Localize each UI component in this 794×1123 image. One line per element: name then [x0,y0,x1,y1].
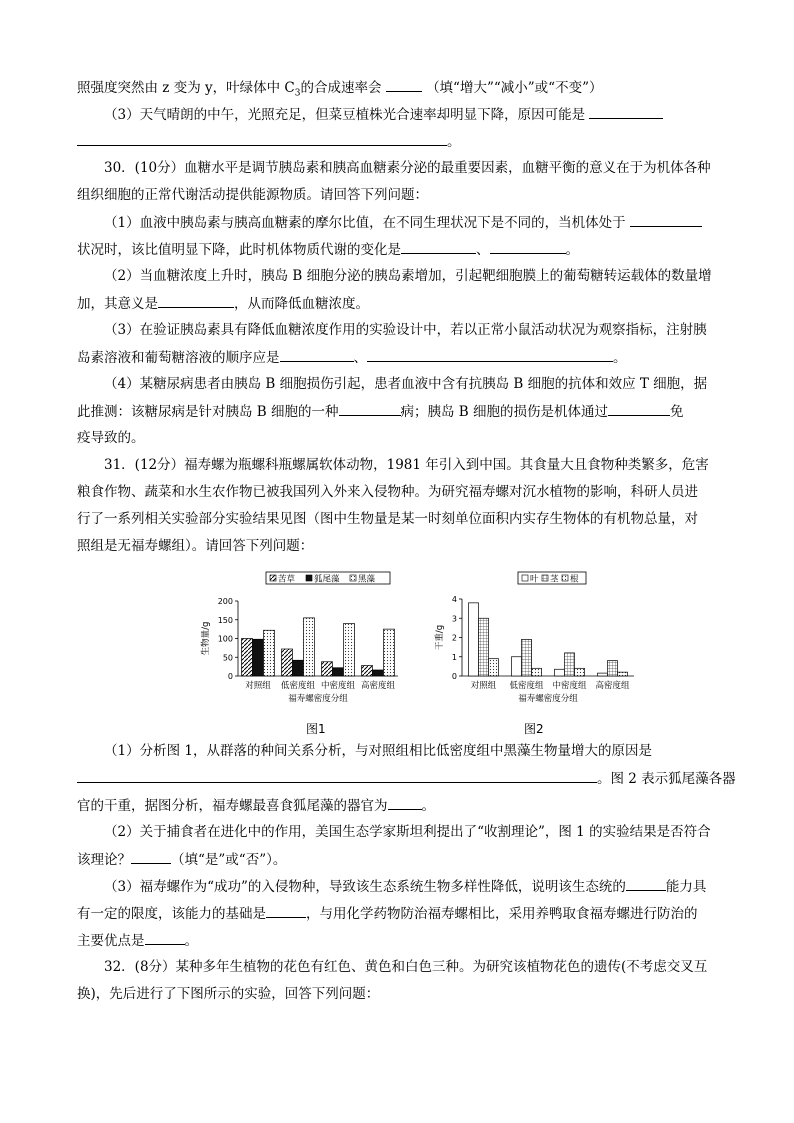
y-tick-label: 100 [217,634,233,644]
legend [266,572,390,585]
text: 照强度突然由 z 变为 y，叶绿体中 C [77,80,295,96]
answer-blank[interactable] [77,131,447,146]
y-tick-label: 3 [451,614,457,624]
q30-4-b: 此推测：该糖尿病是针对胰岛 B 细胞的一种 病；胰岛 B 细胞的损伤是机体通过 免 [77,401,684,422]
answer-blank[interactable] [77,768,597,783]
text: 的合成速率会 [300,80,382,96]
legend-swatch [306,575,312,581]
bar [565,653,575,676]
figure-1 [200,566,400,716]
legend-swatch [270,575,276,581]
y-tick-label: 150 [217,615,233,625]
bar [598,673,608,676]
legend-label: 叶 [530,574,539,585]
legend-swatch [350,575,356,581]
bar [512,657,522,676]
answer-blank[interactable] [630,212,702,227]
q30-stem-2: 组织细胞的正常代谢活动提供能源物质。请回答下列问题： [77,187,428,203]
answer-blank[interactable] [589,104,663,119]
bar [555,669,565,676]
q32-stem-2: 换)，先后进行了下图所示的实验，回答下列问题： [77,986,380,1002]
q30-1-b: 状况时，该比值明显下降，此时机体物质代谢的变化是 、 。 [77,239,579,260]
x-tick-label: 对照组 [245,681,271,691]
bar [282,649,293,676]
line-3 [77,131,461,152]
q30-3: （3）在验证胰岛素具有降低血糖浓度作用的实验设计中，若以正常小鼠活动状况为观察指标，注射胰 [104,322,707,338]
y-tick-label: 1 [451,652,457,662]
figure-2-chart [432,566,642,716]
figure-1-chart [200,566,400,716]
answer-blank[interactable] [339,401,401,416]
q30-4: （4）某糖尿病患者由胰岛 B 细胞损伤引起，患者血液中含有抗胰岛 B 细胞的抗体和效应 T 细胞，据 [104,376,708,392]
q32-stem: 32．(8分）某种多年生植物的花色有红色、黄色和白色三种。为研究该植物花色的遗传(不考虑交叉互 [104,959,708,975]
y-tick-label: 200 [217,597,233,606]
bar [618,672,628,676]
legend-label: 狐尾藻 [314,574,340,585]
y-axis-label: 干重/g [435,624,445,651]
bar [479,618,489,676]
legend-label: 黑藻 [358,574,376,585]
answer-blank[interactable] [386,77,422,92]
bar [242,639,253,677]
figure-2-caption: 图2 [524,722,544,736]
x-tick-label: 对照组 [470,681,497,691]
answer-blank[interactable] [401,239,476,254]
text: （3）天气晴朗的中午，光照充足，但菜豆植株光合速率却明显下降，原因可能是 [104,107,586,123]
q31-stem-2: 粮食作物、蔬菜和水生农作物已被我国列入外来入侵物种。为研究福寿螺对沉水植物的影响，科研人员进 [77,484,698,500]
bar [293,660,304,676]
x-tick-label: 低密度组 [280,681,316,691]
bar [532,668,542,676]
q31-stem-3: 行了一系列相关实验部分实验结果见图（图中生物量是某一时刻单位面积内实存生物体的有机物总量，对 [77,511,698,527]
q30-stem: 30．(10分）血糖水平是调节胰岛素和胰高血糖素分泌的最重要因素，血糖平衡的意义在于为机体各种 [104,160,711,176]
answer-blank[interactable] [608,401,670,416]
answer-blank[interactable] [266,903,306,918]
x-tick-label: 低密度组 [509,681,544,691]
bar [373,670,384,676]
x-axis-label: 福寿螺密度分组 [518,694,578,704]
bar [322,662,333,676]
q30-2: （2）当血糖浓度上升时，胰岛 B 细胞分泌的胰岛素增加，引起靶细胞膜上的葡萄糖转运载体的数量增 [104,268,712,284]
bar [575,668,585,676]
answer-blank[interactable] [280,347,354,362]
q31-1: （1）分析图 1，从群落的种间关系分析，与对照组相比低密度组中黑藻生物量增大的原因是 [104,743,652,759]
legend-swatch [542,575,548,581]
line-1 [77,77,602,104]
y-axis-label: 生物量/g [201,621,211,656]
bar [344,624,355,677]
legend-swatch [562,575,568,581]
bar [469,603,479,676]
x-tick-label: 高密度组 [360,681,396,691]
bar [253,639,264,676]
answer-blank[interactable] [158,293,234,308]
q31-1-c: 官的干重，据图分析，福寿螺最喜食狐尾藻的器官为 。 [77,795,435,816]
text: （填“增大”“减小”或“不变”） [426,80,603,96]
q31-stem: 31．(12分）福寿螺为瓶螺科瓶螺属软体动物，1981 年引入到中国。其食量大且食物种类繁多，危害 [104,457,709,473]
bar [333,668,344,676]
y-tick-label: 4 [451,595,457,604]
legend-label: 茎 [550,574,559,585]
figure-1-caption: 图1 [306,722,326,736]
legend-label: 根 [570,574,579,585]
bar [489,659,499,676]
q30-2-b: 加，其意义是 ，从而降低血糖浓度。 [77,293,369,314]
q31-3: （3）福寿螺作为“成功”的入侵物种，导致该生态系统生物多样性降低，说明该生态统的 能力具 [104,876,706,897]
legend [518,572,586,585]
answer-blank[interactable] [367,347,613,362]
q30-3-b: 岛素溶液和葡萄糖溶液的顺序应是 、 。 [77,347,627,368]
bar [384,629,395,676]
q31-1-b: 。图 2 表示狐尾藻各器 [77,768,736,789]
bar [362,666,373,677]
line-2 [104,104,663,125]
bar [608,661,618,676]
q31-2: （2）关于捕食者在进化中的作用，美国生态学家斯坦利提出了“收割理论”，图 1 的实验结果是否符合 [104,824,711,840]
x-tick-label: 高密度组 [595,681,630,691]
answer-blank[interactable] [490,239,566,254]
q31-stem-4: 照组是无福寿螺组）。请回答下列问题： [77,538,314,554]
y-tick-label: 50 [222,653,233,663]
y-tick-label: 0 [451,672,457,681]
q30-1: （1）血液中胰岛素与胰高血糖素的摩尔比值，在不同生理状况下是不同的，当机体处于 [104,212,702,233]
y-tick-label: 0 [227,672,233,681]
subscript: 3 [294,88,301,99]
figure-2 [432,566,642,716]
text: 。 [447,134,461,150]
y-tick-label: 2 [451,633,457,643]
bar [304,618,315,676]
x-tick-label: 中密度组 [552,681,587,691]
q31-2-b: 该理论？ （填“是”或“否”）。 [77,849,286,870]
legend-label: 苦草 [278,574,296,585]
bar [264,630,275,676]
q31-3-b: 有一定的限度，该能力的基础是 ，与用化学药物防治福寿螺相比，采用养鸭取食福寿螺进行防治的 [77,903,698,924]
answer-blank[interactable] [626,876,666,891]
x-tick-label: 中密度组 [320,681,356,691]
answer-blank[interactable] [131,849,171,864]
bar [522,639,532,676]
q31-3-c: 主要优点是 。 [77,930,198,951]
answer-blank[interactable] [388,795,422,810]
legend-swatch [522,575,528,581]
answer-blank[interactable] [145,930,185,945]
q30-4-c: 疫导致的。 [77,430,145,446]
x-axis-label: 福寿螺密度分组 [288,694,348,704]
